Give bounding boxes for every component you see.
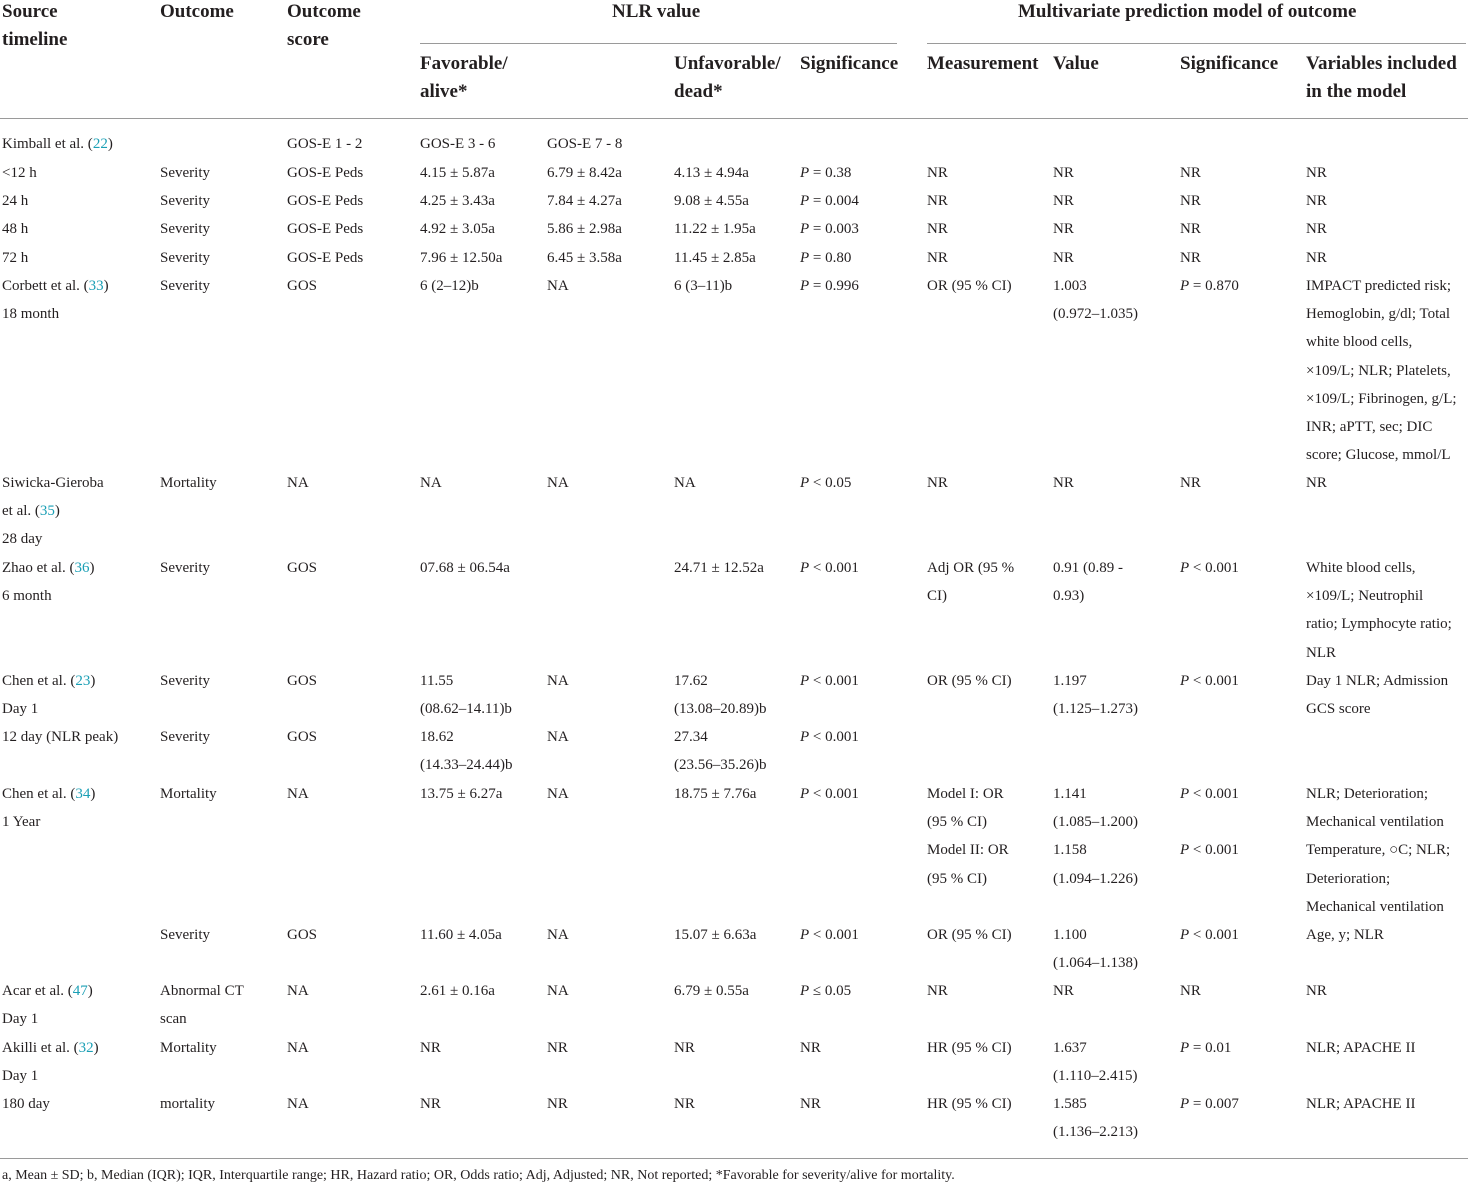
cell-sig: P = 0.80	[800, 250, 852, 266]
cell-sig: P = 0.003	[800, 221, 859, 237]
cell-mid: 6.79 ± 8.42a	[547, 165, 622, 181]
cell-meas: Adj OR (95 % CI)	[927, 560, 1015, 605]
cell-source: 180 day	[2, 1096, 50, 1112]
cell-outcome: Severity	[160, 193, 210, 209]
cell-mid: GOS-E 7 - 8	[547, 136, 623, 152]
cell-vars: NLR; Deterioration; Mechanical ventilation Temperature, ○C; NLR; Deterioration; Mechanical ventilation	[1306, 786, 1451, 915]
cell-score: GOS	[287, 729, 318, 745]
header-bottom-rule	[0, 118, 1468, 119]
cell-mid: NA	[547, 673, 569, 689]
cell-msig: NR	[1180, 983, 1201, 999]
cell-msig: P < 0.001	[1180, 927, 1239, 943]
cell-unfav: NR	[674, 1040, 695, 1056]
cell-outcome: Severity	[160, 221, 210, 237]
cell-outcome: Severity	[160, 278, 210, 294]
cell-meas: Model I: OR (95 % CI) Model II: OR (95 % CI)	[927, 786, 1009, 887]
cell-mid: NA	[547, 278, 569, 294]
header-outcome-score: Outcome score	[287, 1, 361, 50]
cell-score: GOS-E Peds	[287, 221, 364, 237]
cell-unfav: 11.22 ± 1.95a	[674, 221, 756, 237]
header-favorable: Favorable/ alive*	[420, 53, 508, 102]
cell-msig: P < 0.001	[1180, 560, 1239, 576]
cell-meas: NR	[927, 221, 948, 237]
cell-score: NA	[287, 983, 309, 999]
cell-unfav: 18.75 ± 7.76a	[674, 786, 757, 802]
cell-msig: P < 0.001	[1180, 673, 1239, 689]
cell-vars: NR	[1306, 193, 1327, 209]
cell-outcome: mortality	[160, 1096, 215, 1112]
cell-fav: 2.61 ± 0.16a	[420, 983, 495, 999]
cell-meas: NR	[927, 250, 948, 266]
cell-outcome: Severity	[160, 673, 210, 689]
cell-unfav: 27.34 (23.56–35.26)b	[674, 729, 767, 774]
cell-unfav: 17.62 (13.08–20.89)b	[674, 673, 767, 718]
cell-sig: NR	[800, 1096, 821, 1112]
cell-mid: NA	[547, 983, 569, 999]
cell-meas: HR (95 % CI)	[927, 1040, 1012, 1056]
cell-source: Chen et al. (34) 1 Year	[2, 786, 96, 831]
cell-mid: NA	[547, 786, 569, 802]
cell-outcome: Severity	[160, 927, 210, 943]
cell-unfav: 11.45 ± 2.85a	[674, 250, 756, 266]
cell-source: Acar et al. (47) Day 1	[2, 983, 93, 1028]
cell-unfav: NA	[674, 475, 696, 491]
reference-link[interactable]: 47	[72, 983, 88, 999]
reference-link[interactable]: 34	[75, 786, 91, 802]
cell-val: NR	[1053, 475, 1074, 491]
cell-outcome: Severity	[160, 560, 210, 576]
header-unfavorable: Unfavorable/ dead*	[674, 53, 781, 102]
cell-unfav: 4.13 ± 4.94a	[674, 165, 749, 181]
cell-score: GOS-E Peds	[287, 250, 364, 266]
cell-unfav: 9.08 ± 4.55a	[674, 193, 749, 209]
cell-sig: P < 0.001	[800, 729, 859, 745]
cell-vars: White blood cells, ×109/L; Neutrophil ratio; Lymphocyte ratio; NLR	[1306, 560, 1452, 661]
cell-sig: P < 0.05	[800, 475, 852, 491]
reference-link[interactable]: 33	[88, 278, 104, 294]
table-bottom-rule	[0, 1158, 1468, 1159]
table-footnote: a, Mean ± SD; b, Median (IQR); IQR, Interquartile range; HR, Hazard ratio; OR, Odds ratio; Adj, Adjusted; NR, Not reported; *Favorable for severity/alive for mortality.	[2, 1168, 955, 1183]
cell-msig: P = 0.01	[1180, 1040, 1232, 1056]
cell-sig: P < 0.001	[800, 786, 859, 802]
cell-val: NR	[1053, 193, 1074, 209]
cell-sig: P = 0.004	[800, 193, 859, 209]
cell-meas: OR (95 % CI)	[927, 278, 1012, 294]
reference-link[interactable]: 23	[75, 673, 91, 689]
cell-outcome: Mortality	[160, 475, 217, 491]
header-nlr-value: NLR value	[612, 1, 701, 22]
cell-score: GOS	[287, 278, 318, 294]
cell-fav: 18.62 (14.33–24.44)b	[420, 729, 513, 774]
cell-vars: NLR; APACHE II	[1306, 1096, 1416, 1112]
cell-vars: NLR; APACHE II	[1306, 1040, 1416, 1056]
cell-score: GOS-E 1 - 2	[287, 136, 363, 152]
cell-score: NA	[287, 475, 309, 491]
cell-vars: NR	[1306, 165, 1327, 181]
cell-vars: IMPACT predicted risk; Hemoglobin, g/dl; Total white blood cells, ×109/L; NLR; Platelets, ×109/L; Fibrinogen, g/L; INR; aPTT, sec; DIC score; Glucose, mmol/L	[1306, 278, 1457, 464]
cell-mid: NR	[547, 1040, 568, 1056]
header-significance-nlr: Significance	[800, 53, 899, 74]
cell-msig: NR	[1180, 475, 1201, 491]
reference-link[interactable]: 36	[74, 560, 90, 576]
cell-source: Zhao et al. (36) 6 month	[2, 560, 95, 605]
cell-meas: OR (95 % CI)	[927, 673, 1012, 689]
reference-link[interactable]: 32	[78, 1040, 94, 1056]
cell-fav: 11.55 (08.62–14.11)b	[420, 673, 512, 718]
cell-val: NR	[1053, 983, 1074, 999]
cell-outcome: Mortality	[160, 1040, 217, 1056]
cell-vars: NR	[1306, 475, 1327, 491]
cell-fav: NR	[420, 1040, 441, 1056]
cell-mid: NA	[547, 729, 569, 745]
cell-sig: P ≤ 0.05	[800, 983, 852, 999]
cell-msig: P = 0.870	[1180, 278, 1239, 294]
cell-score: NA	[287, 1096, 309, 1112]
cell-fav: 07.68 ± 06.54a	[420, 560, 510, 576]
cell-outcome: Abnormal CT scan	[160, 983, 244, 1028]
cell-source: Siwicka-Gieroba et al. (35) 28 day	[2, 475, 104, 548]
cell-val: 1.197 (1.125–1.273)	[1053, 673, 1138, 718]
cell-sig: P < 0.001	[800, 673, 859, 689]
cell-val: 1.637 (1.110–2.415)	[1053, 1040, 1138, 1085]
cell-unfav: 6.79 ± 0.55a	[674, 983, 749, 999]
cell-msig: NR	[1180, 250, 1201, 266]
cell-outcome: Mortality	[160, 786, 217, 802]
cell-source: 12 day (NLR peak)	[2, 729, 119, 745]
cell-mid: 6.45 ± 3.58a	[547, 250, 622, 266]
cell-msig: NR	[1180, 221, 1201, 237]
cell-val: 0.91 (0.89 - 0.93)	[1053, 560, 1123, 605]
cell-mid: 5.86 ± 2.98a	[547, 221, 622, 237]
cell-unfav: 15.07 ± 6.63a	[674, 927, 757, 943]
cell-meas: NR	[927, 193, 948, 209]
cell-vars: NR	[1306, 250, 1327, 266]
header-significance-model: Significance	[1180, 53, 1279, 74]
cell-msig: P = 0.007	[1180, 1096, 1239, 1112]
cell-mid: NA	[547, 475, 569, 491]
cell-score: GOS	[287, 927, 318, 943]
cell-val: 1.585 (1.136–2.213)	[1053, 1096, 1138, 1141]
cell-source: 24 h	[2, 193, 29, 209]
cell-meas: NR	[927, 165, 948, 181]
cell-val: NR	[1053, 221, 1074, 237]
cell-msig: P < 0.001 P < 0.001	[1180, 786, 1239, 859]
header-value: Value	[1053, 53, 1099, 74]
cell-score: NA	[287, 786, 309, 802]
cell-sig: P = 0.996	[800, 278, 859, 294]
cell-sig: P < 0.001	[800, 927, 859, 943]
cell-meas: NR	[927, 475, 948, 491]
cell-vars: Day 1 NLR; Admission GCS score	[1306, 673, 1449, 718]
cell-fav: 4.92 ± 3.05a	[420, 221, 495, 237]
nlr-header-rule	[420, 43, 897, 44]
cell-msig: NR	[1180, 193, 1201, 209]
cell-val: 1.100 (1.064–1.138)	[1053, 927, 1138, 972]
cell-mid: NR	[547, 1096, 568, 1112]
cell-vars: NR	[1306, 221, 1327, 237]
cell-val: NR	[1053, 250, 1074, 266]
cell-score: GOS-E Peds	[287, 193, 364, 209]
cell-fav: 6 (2–12)b	[420, 278, 479, 294]
header-measurement: Measurement	[927, 53, 1039, 74]
cell-fav: 4.15 ± 5.87a	[420, 165, 495, 181]
cell-outcome: Severity	[160, 250, 210, 266]
cell-val: NR	[1053, 165, 1074, 181]
cell-fav: 11.60 ± 4.05a	[420, 927, 502, 943]
cell-val: 1.003 (0.972–1.035)	[1053, 278, 1138, 323]
multivariate-header-rule	[927, 43, 1466, 44]
cell-source: Corbett et al. (33) 18 month	[2, 278, 109, 323]
reference-link[interactable]: 22	[92, 136, 108, 152]
cell-vars: Age, y; NLR	[1306, 927, 1384, 943]
cell-meas: NR	[927, 983, 948, 999]
header-source-timeline: Source timeline	[2, 1, 68, 50]
cell-meas: OR (95 % CI)	[927, 927, 1012, 943]
header-multivariate: Multivariate prediction model of outcome	[1018, 1, 1357, 22]
cell-score: GOS	[287, 560, 318, 576]
cell-source: Akilli et al. (32) Day 1	[2, 1040, 99, 1085]
cell-sig: P < 0.001	[800, 560, 859, 576]
cell-mid: 7.84 ± 4.27a	[547, 193, 622, 209]
header-variables: Variables included in the model	[1306, 53, 1457, 102]
reference-link[interactable]: 35	[39, 503, 55, 520]
cell-fav: GOS-E 3 - 6	[420, 136, 496, 152]
cell-score: GOS	[287, 673, 318, 689]
cell-sig: P = 0.38	[800, 165, 852, 181]
cell-score: GOS-E Peds	[287, 165, 364, 181]
cell-fav: 4.25 ± 3.43a	[420, 193, 495, 209]
cell-vars: NR	[1306, 983, 1327, 999]
header-outcome: Outcome	[160, 1, 234, 22]
cell-msig: NR	[1180, 165, 1201, 181]
cell-sig: NR	[800, 1040, 821, 1056]
cell-source: 72 h	[2, 250, 29, 266]
cell-fav: 7.96 ± 12.50a	[420, 250, 503, 266]
cell-meas: HR (95 % CI)	[927, 1096, 1012, 1112]
cell-score: NA	[287, 1040, 309, 1056]
cell-source: Chen et al. (23) Day 1	[2, 673, 96, 718]
cell-outcome: Severity	[160, 729, 210, 745]
cell-unfav: NR	[674, 1096, 695, 1112]
cell-fav: 13.75 ± 6.27a	[420, 786, 503, 802]
cell-source: 48 h	[2, 221, 29, 237]
cell-fav: NA	[420, 475, 442, 491]
cell-val: 1.141 (1.085–1.200) 1.158 (1.094–1.226)	[1053, 786, 1138, 887]
cell-fav: NR	[420, 1096, 441, 1112]
cell-source: <12 h	[2, 165, 37, 181]
cell-mid: NA	[547, 927, 569, 943]
cell-source: Kimball et al. (22)	[2, 136, 113, 152]
cell-unfav: 24.71 ± 12.52a	[674, 560, 764, 576]
cell-outcome: Severity	[160, 165, 210, 181]
cell-unfav: 6 (3–11)b	[674, 278, 733, 294]
